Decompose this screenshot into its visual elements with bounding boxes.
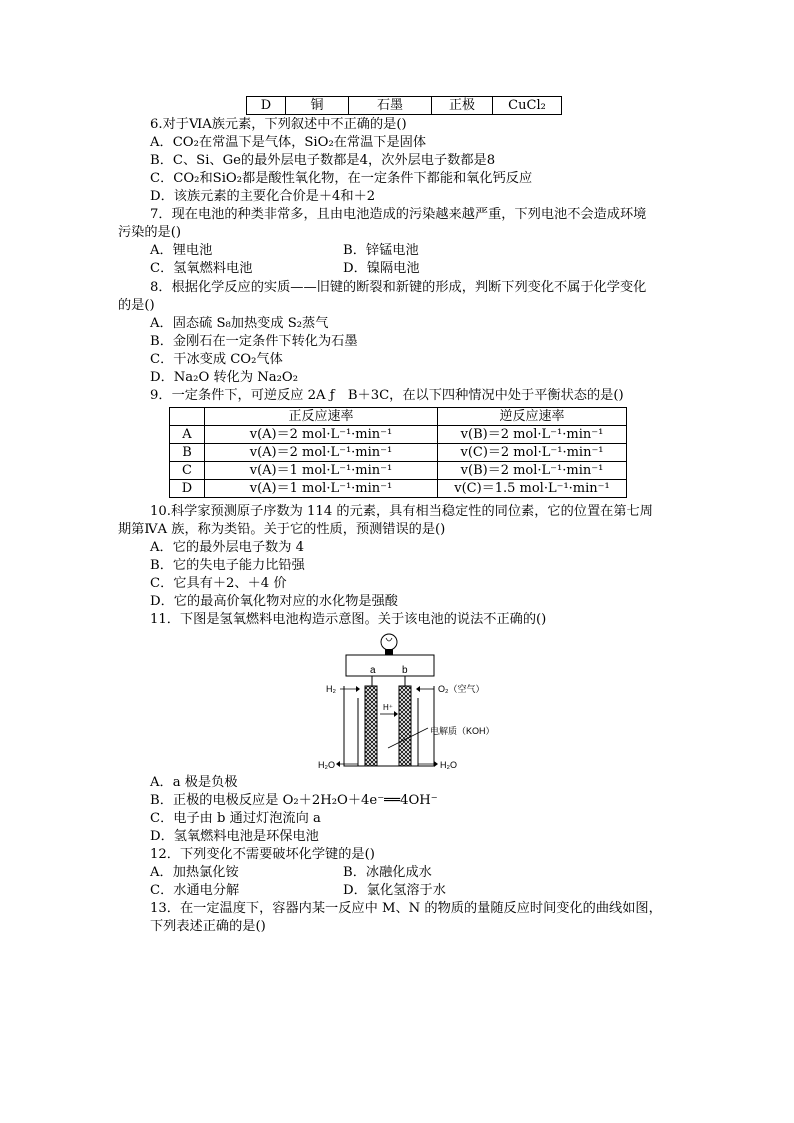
table-cell: C (170, 462, 205, 480)
table-cell: B (170, 444, 205, 462)
table-row (170, 426, 627, 444)
table-cell: v(C)＝1.5 mol·L⁻¹·min⁻¹ (438, 480, 627, 498)
table-row (170, 444, 627, 462)
q10-stem: 10.科学家预测原子序数为 114 的元素，具有相当稳定性的同位素，它的位置在第七周 (150, 504, 653, 519)
table-cell: A (170, 426, 205, 444)
label-a: a (370, 665, 376, 676)
q6-option-d: D．该族元素的主要化合价是＋4和＋2 (150, 189, 376, 204)
rate-table (169, 407, 627, 498)
table-header-row (170, 408, 627, 426)
table-cell: v(B)＝2 mol·L⁻¹·min⁻¹ (438, 462, 627, 480)
q6-stem: 6.对于ⅥA族元素，下列叙述中不正确的是() (150, 117, 407, 132)
q6-option-a: A．CO₂在常温下是气体，SiO₂在常温下是固体 (150, 135, 427, 150)
table-cell: v(A)＝2 mol·L⁻¹·min⁻¹ (205, 444, 438, 462)
q12-stem: 12．下列变化不需要破坏化学键的是() (150, 847, 375, 862)
electrode-b (399, 686, 411, 766)
table-header (170, 408, 205, 426)
q9-stem: 9．一定条件下，可逆反应 2A ƒ B＋3C，在以下四种情况中处于平衡状态的是() (150, 388, 624, 403)
q7-stem-cont: 污染的是() (118, 225, 182, 240)
q10-stem-cont: 期第ⅣA 族，称为类铅。关于它的性质，预测错误的是() (118, 522, 446, 537)
q10-option-a: A．它的最外层电子数为 4 (150, 540, 304, 555)
table-cell: CuCl₂ (493, 97, 562, 115)
table-row (170, 480, 627, 498)
label-o2: O₂（空气） (438, 684, 485, 694)
q8-option-a: A．固态硫 S₈加热变成 S₂蒸气 (150, 316, 329, 331)
table-row (170, 462, 627, 480)
q12-option-b: B．冰融化成水 (343, 865, 432, 880)
table-header: 逆反应速率 (438, 408, 627, 426)
table-cell: D (170, 480, 205, 498)
table-cell: v(C)＝2 mol·L⁻¹·min⁻¹ (438, 444, 627, 462)
q8-option-b: B．金刚石在一定条件下转化为石墨 (150, 334, 358, 349)
table-cell: v(A)＝1 mol·L⁻¹·min⁻¹ (205, 462, 438, 480)
q8-stem-cont: 的是() (118, 298, 155, 313)
light-bulb-icon (381, 634, 397, 655)
label-h2o-left: H₂O (318, 760, 335, 770)
table-cell: 石墨 (349, 97, 432, 115)
q6-option-b: B．C、Si、Ge的最外层电子数都是4，次外层电子数都是8 (150, 153, 496, 168)
q10-option-d: D．它的最高价氧化物对应的水化物是强酸 (150, 594, 398, 609)
table-cell: D (247, 97, 286, 115)
table-header: 正反应速率 (205, 408, 438, 426)
q8-option-d: D．Na₂O 转化为 Na₂O₂ (150, 370, 298, 385)
q11-option-b: B．正极的电极反应是 O₂＋2H₂O＋4e⁻══4OH⁻ (150, 793, 438, 808)
label-electrolyte: 电解质（KOH） (430, 726, 495, 736)
q11-option-c: C．电子由 b 通过灯泡流向 a (150, 811, 321, 826)
table-cell: 铜 (286, 97, 349, 115)
q7-option-b: B．锌锰电池 (343, 243, 419, 258)
label-h2o-right: H₂O (440, 760, 457, 770)
table-row (247, 97, 562, 115)
q13-stem-cont: 下列表述正确的是() (150, 919, 266, 934)
q7-option-d: D．镍隔电池 (343, 261, 420, 276)
label-b: b (402, 665, 408, 676)
q7-stem: 7．现在电池的种类非常多，且由电池造成的污染越来越严重，下列电池不会造成环境 (150, 207, 647, 222)
q8-option-c: C．干冰变成 CO₂气体 (150, 352, 283, 367)
q11-option-d: D．氢氧燃料电池是环保电池 (150, 829, 319, 844)
table-cell: 正极 (432, 97, 493, 115)
q11-stem: 11．下图是氢氧燃料电池构造示意图。关于该电池的说法不正确的() (150, 612, 547, 627)
electrode-a (365, 686, 377, 766)
top-table (246, 96, 562, 115)
label-h-plus: H⁺ (383, 703, 393, 712)
q10-option-c: C．它具有＋2、＋4 价 (150, 576, 287, 591)
table-cell: v(A)＝2 mol·L⁻¹·min⁻¹ (205, 426, 438, 444)
q12-option-a: A．加热氯化铵 (150, 865, 239, 880)
q11-option-a: A．a 极是负极 (150, 775, 238, 790)
q6-option-c: C．CO₂和SiO₂都是酸性氧化物，在一定条件下都能和氧化钙反应 (150, 171, 533, 186)
q13-stem: 13．在一定温度下，容器内某一反应中 M、N 的物质的量随反应时间变化的曲线如图， (150, 901, 662, 916)
q7-option-c: C．氢氧燃料电池 (150, 261, 253, 276)
q12-option-d: D．氯化氢溶于水 (343, 883, 446, 898)
table-cell: v(A)＝1 mol·L⁻¹·min⁻¹ (205, 480, 438, 498)
label-h2: H₂ (326, 684, 336, 694)
table-cell: v(B)＝2 mol·L⁻¹·min⁻¹ (438, 426, 627, 444)
q7-option-a: A．锂电池 (150, 243, 213, 258)
q8-stem: 8．根据化学反应的实质——旧键的断裂和新键的形成，判断下列变化不属于化学变化 (150, 280, 647, 295)
q12-option-c: C．水通电分解 (150, 883, 240, 898)
q10-option-b: B．它的失电子能力比铅强 (150, 558, 305, 573)
fuel-cell-diagram (318, 628, 518, 774)
